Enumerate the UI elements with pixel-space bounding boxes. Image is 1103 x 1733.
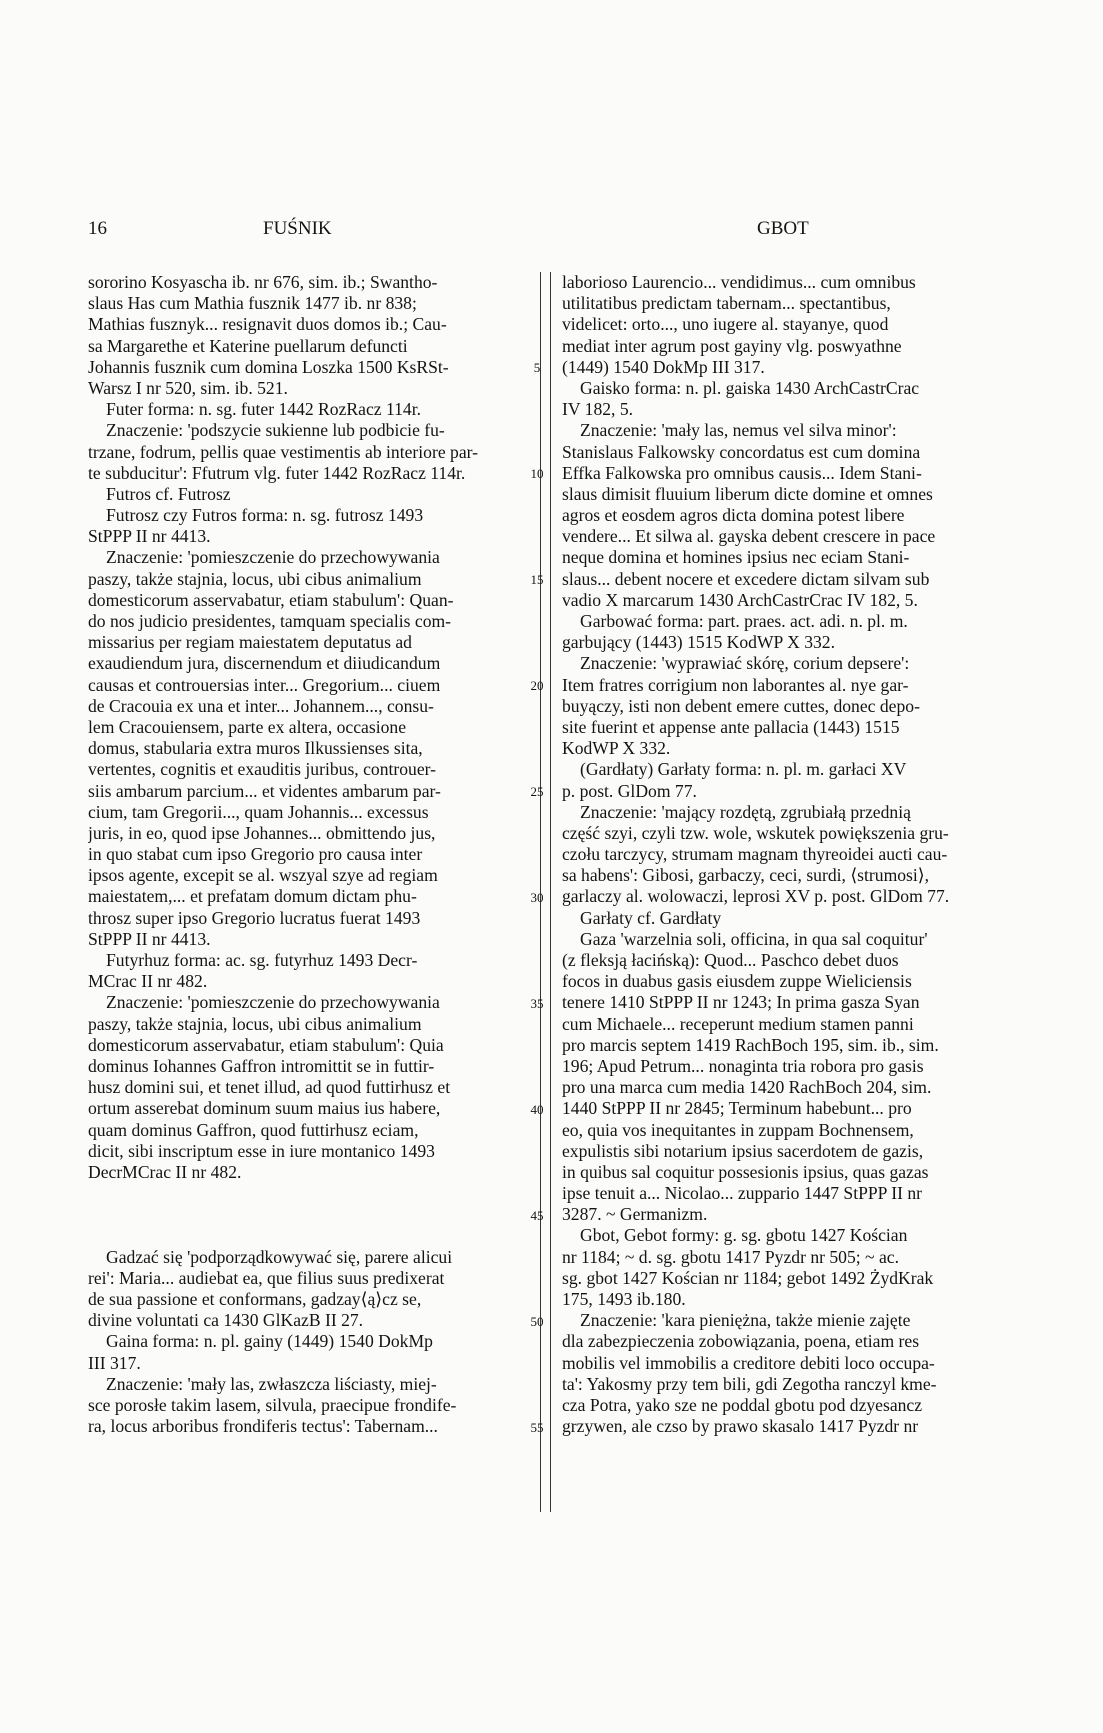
right-column-line: Znaczenie: 'kara pieniężna, także mienie zajęte — [580, 1310, 911, 1331]
right-column-line: Garbować forma: part. praes. act. adi. n. pl. m. — [580, 611, 908, 631]
left-column-line: te subducitur': Ffutrum vlg. futer 1442 RozRacz 114r. — [88, 462, 466, 483]
right-column-line: vendere... Et silwa al. gayska debent crescere in pace — [562, 526, 936, 547]
line-number: 55 — [530, 1419, 544, 1435]
left-column-line: cium, tam Gregorii..., quam Johannis... excessus — [88, 801, 429, 822]
left-column-line: in quo stabat cum ipso Gregorio pro causa inter — [88, 844, 423, 865]
right-column-line: vadio X marcarum 1430 ArchCastrCrac IV 182, 5. — [562, 589, 918, 610]
left-column-line: vertentes, cognitis et exauditis juribus, controuer- — [88, 759, 437, 780]
right-column-line: pro una marca cum media 1420 RachBoch 204, sim. — [562, 1077, 932, 1098]
left-column-line: Znaczenie: 'podszycie sukienne lub podbicie fu- — [106, 420, 445, 441]
right-column — [562, 272, 997, 1437]
right-column-line: expulistis sibi notarium ipsius sacerdotem de gazis, — [562, 1140, 924, 1161]
left-column-line: trzane, fodrum, pellis quae vestimentis ab interiore par- — [88, 441, 478, 462]
left-column-line: Futrosz czy Futros forma: n. sg. futrosz 1493 — [106, 505, 424, 526]
left-column-line: paszy, także stajnia, locus, ubi cibus animalium — [88, 1013, 422, 1034]
right-column-line: Gaza 'warzelnia soli, officina, in qua sal coquitur' — [580, 928, 928, 949]
page-number: 16 — [88, 218, 107, 239]
left-column-line: rei': Maria... audiebat ea, que filius suus predixerat — [88, 1267, 445, 1288]
left-column-line: Futros cf. Futrosz — [106, 483, 231, 504]
left-column-line: StPPP II nr 4413. — [88, 928, 211, 949]
left-column-line: ortum asserebat dominum suum maius ius habere, — [88, 1098, 441, 1119]
right-column-line: nr 1184; ~ d. sg. gbotu 1417 Pyzdr nr 505; ~ ac. — [562, 1246, 899, 1267]
right-column-line: 196; Apud Petrum... nonaginta tria robora pro gasis — [562, 1055, 924, 1076]
left-column-line: quam dominus Gaffron, quod futtirhusz eciam, — [88, 1119, 419, 1140]
line-number: 35 — [530, 995, 544, 1011]
right-column-line: część szyi, czyli tzw. wole, wskutek powiększenia gru- — [562, 822, 949, 843]
left-column-line: III 317. — [88, 1352, 141, 1373]
line-number: 30 — [530, 889, 544, 905]
right-column-line: Gbot, Gebot formy: g. sg. gbotu 1427 Kościan — [580, 1225, 908, 1246]
right-column-line: Garłaty cf. Gardłaty — [580, 907, 722, 928]
right-column-line: Znaczenie: 'wyprawiać skórę, corium depsere': — [580, 653, 910, 674]
right-column-line: ta': Yakosmy przy tem bili, gdi Zegotha ranczyl kme- — [562, 1373, 937, 1394]
left-column-line: domesticorum asservabatur, etiam stabulum': Quia — [88, 1034, 444, 1055]
left-column-line: ra, locus arboribus frondiferis tectus': Tabernam... — [88, 1416, 438, 1437]
running-head-left: FUŚNIK — [263, 218, 332, 239]
left-column-line: causas et controuersias inter... Gregorium... ciuem — [88, 674, 441, 695]
left-column-line: Znaczenie: 'pomieszczenie do przechowywania — [106, 547, 440, 568]
right-column-line: in quibus sal coquitur possesionis ipsius, quas gazas — [562, 1161, 929, 1182]
right-column-line: garlaczy al. wolowaczi, leprosi XV p. post. GlDom 77. — [562, 886, 950, 907]
right-column-line: buyączy, isti non debent emere cuttes, donec depo- — [562, 695, 920, 716]
right-column-line: p. post. GlDom 77. — [562, 780, 697, 801]
right-column-line: videlicet: orto..., uno iugere al. stayanye, quod — [562, 314, 889, 335]
right-column-line: eo, quia vos inequitantes in zuppam Bochnensem, — [562, 1119, 914, 1140]
left-column-line: husz domini sui, et tenet illud, ad quod futtirhusz et — [88, 1077, 451, 1098]
left-column-line: siis ambarum parcium... et videntes ambarum par- — [88, 780, 441, 801]
left-column-line: sororino Kosyascha ib. nr 676, sim. ib.; Swantho- — [88, 272, 438, 292]
right-column-line: mediat inter agrum post gayiny vlg. poswyathne — [562, 335, 902, 356]
left-column-line: StPPP II nr 4413. — [88, 526, 211, 547]
left-column-line: sce porosłe takim lasem, silvula, praecipue frondife- — [88, 1394, 457, 1415]
right-column-line: cza Potra, yako sze ne poddal gbotu pod dzyesancz — [562, 1394, 923, 1415]
line-number: 45 — [530, 1207, 544, 1223]
left-column-line: sa Margarethe et Katerine puellarum defuncti — [88, 335, 408, 356]
left-column-line: slaus Has cum Mathia fusznik 1477 ib. nr 838; — [88, 293, 417, 314]
left-column-line: MCrac II nr 482. — [88, 971, 208, 992]
right-column-line: tenere 1410 StPPP II nr 1243; In prima gasza Syan — [562, 992, 920, 1013]
left-column-line: domesticorum asservabatur, etiam stabulum': Quan- — [88, 589, 454, 610]
left-column-line: ipsos agente, excepit se al. wszyal szye ad regiam — [88, 865, 438, 886]
right-column-line: grzywen, ale czso by prawo skasalo 1417 Pyzdr nr — [562, 1416, 919, 1437]
right-column-line: focos in duabus gasis eiusdem zuppe Wieliciensis — [562, 971, 912, 992]
right-column-line: (1449) 1540 DokMp III 317. — [562, 356, 765, 377]
right-column-line: cum Michaele... receperunt medium stamen panni — [562, 1013, 914, 1034]
line-number: 5 — [533, 359, 541, 375]
left-column-line: maiestatem,... et prefatam domum dictam phu- — [88, 886, 417, 907]
right-column-line: utilitatibus predictam tabernam... spectantibus, — [562, 293, 891, 314]
left-column-line: de sua passione et conformans, gadzay⟨ą⟩cz se, — [88, 1289, 422, 1310]
left-column-line: paszy, także stajnia, locus, ubi cibus animalium — [88, 568, 422, 589]
right-column-line: site fuerint et appense ante pallacia (1443) 1515 — [562, 716, 900, 737]
right-column-line: IV 182, 5. — [562, 399, 634, 420]
left-column-line: domus, stabularia extra muros Ilkussienses sita, — [88, 738, 423, 759]
right-column-line: laborioso Laurencio... vendidimus... cum omnibus — [562, 272, 916, 292]
line-number: 25 — [530, 783, 544, 799]
right-column-line: Gaisko forma: n. pl. gaiska 1430 ArchCastrCrac — [580, 377, 920, 398]
left-column-line: dominus Iohannes Gaffron intromittit se in futtir- — [88, 1055, 435, 1076]
right-column-line: dla zabezpieczenia zobowiązania, poena, etiam res — [562, 1331, 920, 1352]
left-column-line: dicit, sibi inscriptum esse in iure montanico 1493 — [88, 1140, 435, 1161]
left-column-line: Gaina forma: n. pl. gainy (1449) 1540 DokMp — [106, 1331, 433, 1352]
right-column-line: 175, 1493 ib.180. — [562, 1289, 686, 1309]
line-number: 10 — [530, 465, 544, 481]
left-column-line: missarius per regiam maiestatem deputatus ad — [88, 632, 412, 653]
left-column-line: Johannis fusznik cum domina Loszka 1500 KsRSt- — [88, 356, 449, 377]
line-number: 20 — [530, 677, 544, 693]
right-column-line: garbujący (1443) 1515 KodWP X 332. — [562, 632, 835, 653]
right-column-line: Znaczenie: 'mający rozdętą, zgrubiałą przednią — [580, 801, 911, 822]
right-column-line: (z fleksją łacińską): Quod... Paschco debet duos — [562, 950, 899, 970]
left-column-line: lem Cracouiensem, parte ex altera, occasione — [88, 716, 407, 737]
right-column-line: neque domina et homines ipsius nec eciam Stani- — [562, 547, 910, 568]
right-column-line: sg. gbot 1427 Kościan nr 1184; gebot 1492 ŻydKrak — [562, 1267, 934, 1288]
left-column-line: Znaczenie: 'mały las, zwłaszcza liściasty, miej- — [106, 1373, 437, 1394]
right-column-line: 1440 StPPP II nr 2845; Terminum habebunt... pro — [562, 1098, 912, 1119]
right-column-line: (Gardłaty) Garłaty forma: n. pl. m. garłaci XV — [580, 759, 907, 780]
left-column-line: exaudiendum jura, discernendum et diiudicandum — [88, 653, 441, 674]
right-column-line: slaus... debent nocere et excedere dictam silvam sub — [562, 568, 930, 589]
left-column-line: Futer forma: n. sg. futer 1442 RozRacz 114r. — [106, 399, 421, 420]
left-column-line: throsz super ipso Gregorio lucratus fuerat 1493 — [88, 907, 421, 928]
left-column-line: Mathias fusznyk... resignavit duos domos ib.; Cau- — [88, 314, 447, 335]
right-column-line: Item fratres corrigium non laborantes al. nye gar- — [562, 674, 909, 695]
right-column-line: ipse tenuit a... Nicolao... zuppario 1447 StPPP II nr — [562, 1183, 922, 1204]
right-column-line: agros et eosdem agros dicta domina potest libere — [562, 505, 905, 526]
left-column-line: DecrMCrac II nr 482. — [88, 1161, 242, 1182]
left-column-line: Warsz I nr 520, sim. ib. 521. — [88, 377, 288, 398]
line-number: 50 — [530, 1313, 544, 1329]
right-column-line: Stanislaus Falkowsky concordatus est cum domina — [562, 441, 921, 462]
left-column — [88, 272, 524, 1437]
section-gap — [88, 1183, 524, 1247]
right-column-line: mobilis vel immobilis a creditore debiti loco occupa- — [562, 1352, 935, 1373]
right-column-line: sa habens': Gibosi, garbaczy, ceci, surdi, ⟨strumosi⟩, — [562, 865, 930, 886]
left-column-line: do nos judicio presidentes, tamquam specialis com- — [88, 611, 452, 631]
left-column-line: juris, in eo, quod ipse Johannes... obmittendo jus, — [88, 822, 436, 843]
right-column-line: Znaczenie: 'mały las, nemus vel silva minor': — [580, 420, 897, 441]
right-column-line: KodWP X 332. — [562, 738, 671, 759]
left-column-line: Znaczenie: 'pomieszczenie do przechowywania — [106, 992, 440, 1013]
left-column-line: divine voluntati ca 1430 GlKazB II 27. — [88, 1310, 364, 1331]
line-number: 40 — [530, 1101, 544, 1117]
left-column-line: Futyrhuz forma: ac. sg. futyrhuz 1493 Decr- — [106, 950, 418, 970]
right-column-line: czołu tarczycy, strumam magnam thyreoidei aucti cau- — [562, 844, 948, 865]
running-head-right: GBOT — [757, 218, 809, 239]
right-column-line: Effka Falkowska pro omnibus causis... Idem Stani- — [562, 462, 922, 483]
column-rule-right — [550, 272, 551, 1512]
right-column-line: slaus dimisit fluuium liberum dicte domine et omnes — [562, 483, 933, 504]
right-column-line: pro marcis septem 1419 RachBoch 195, sim. ib., sim. — [562, 1034, 939, 1055]
left-column-line: de Cracouia ex una et inter... Johannem..., consu- — [88, 695, 434, 716]
right-column-line: 3287. ~ Germanizm. — [562, 1204, 708, 1225]
line-number: 15 — [530, 571, 544, 587]
left-column-line: Gadzać się 'podporządkowywać się, parere alicui — [106, 1246, 453, 1267]
